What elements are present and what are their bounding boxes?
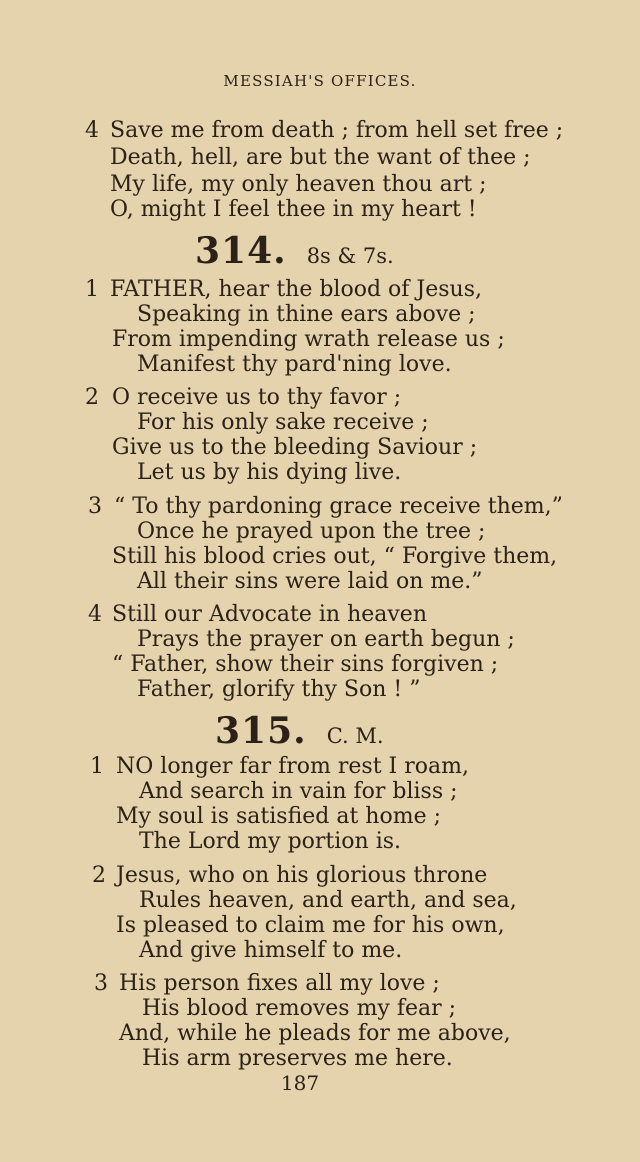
page-number: 187 [280, 1071, 320, 1095]
verse-line: Save me from death ; from hell set free ; [110, 118, 564, 143]
verse-line: For his only sake receive ; [137, 410, 429, 435]
verse-line: Still his blood cries out, “ Forgive them, [112, 544, 558, 569]
verse-line: My life, my only heaven thou art ; [110, 172, 487, 197]
verse-line: Still our Advocate in heaven [112, 602, 427, 627]
verse-line: Is pleased to claim me for his own, [116, 913, 505, 938]
verse-line: O, might I feel thee in my heart ! [110, 197, 477, 222]
verse-line: And search in vain for bliss ; [139, 779, 458, 804]
verse-line: FATHER, hear the blood of Jesus, [110, 277, 482, 302]
verse-line: Let us by his dying live. [137, 460, 402, 485]
verse-line: All their sins were laid on me.” [137, 569, 483, 594]
stanza-number: 1 [85, 277, 99, 302]
verse-line: My soul is satisfied at home ; [116, 804, 441, 829]
hymn-meter: C. M. [326, 724, 384, 748]
stanza-number: 3 [88, 494, 102, 519]
verse-line: From impending wrath release us ; [112, 327, 505, 352]
verse-line: “ To thy pardoning grace receive them,” [114, 494, 563, 519]
verse-line: His arm preserves me here. [142, 1046, 453, 1071]
verse-line: His blood removes my fear ; [142, 996, 457, 1021]
verse-line: Speaking in thine ears above ; [137, 302, 476, 327]
stanza-number: 4 [88, 602, 102, 627]
verse-line: NO longer far from rest I roam, [116, 754, 469, 779]
stanza-number: 2 [85, 385, 99, 410]
verse-line: And give himself to me. [139, 938, 403, 963]
verse-line: “ Father, show their sins forgiven ; [112, 652, 499, 677]
hymn-heading [215, 710, 384, 752]
verse-line: Father, glorify thy Son ! ” [137, 677, 421, 702]
verse-line: Jesus, who on his glorious throne [116, 863, 488, 888]
verse-line: The Lord my portion is. [139, 829, 402, 854]
hymn-meter: 8s & 7s. [306, 244, 394, 268]
stanza-number: 2 [92, 863, 106, 888]
hymn-number: 314. [195, 230, 287, 272]
hymn-heading [195, 230, 394, 272]
stanza-number: 3 [94, 971, 108, 996]
verse-line: And, while he pleads for me above, [119, 1021, 511, 1046]
verse-line: Give us to the bleeding Saviour ; [112, 435, 478, 460]
verse-line: O receive us to thy favor ; [112, 385, 402, 410]
verse-line: His person fixes all my love ; [119, 971, 440, 996]
running-head: MESSIAH'S OFFICES. [223, 72, 417, 90]
stanza-number: 1 [90, 754, 104, 779]
verse-line: Once he prayed upon the tree ; [137, 519, 486, 544]
hymn-number: 315. [215, 710, 307, 752]
verse-line: Rules heaven, and earth, and sea, [139, 888, 517, 913]
verse-line: Prays the prayer on earth begun ; [137, 627, 515, 652]
stanza-number: 4 [85, 118, 99, 143]
verse-line: Manifest thy pard'ning love. [137, 352, 452, 377]
verse-line: Death, hell, are but the want of thee ; [110, 145, 531, 170]
